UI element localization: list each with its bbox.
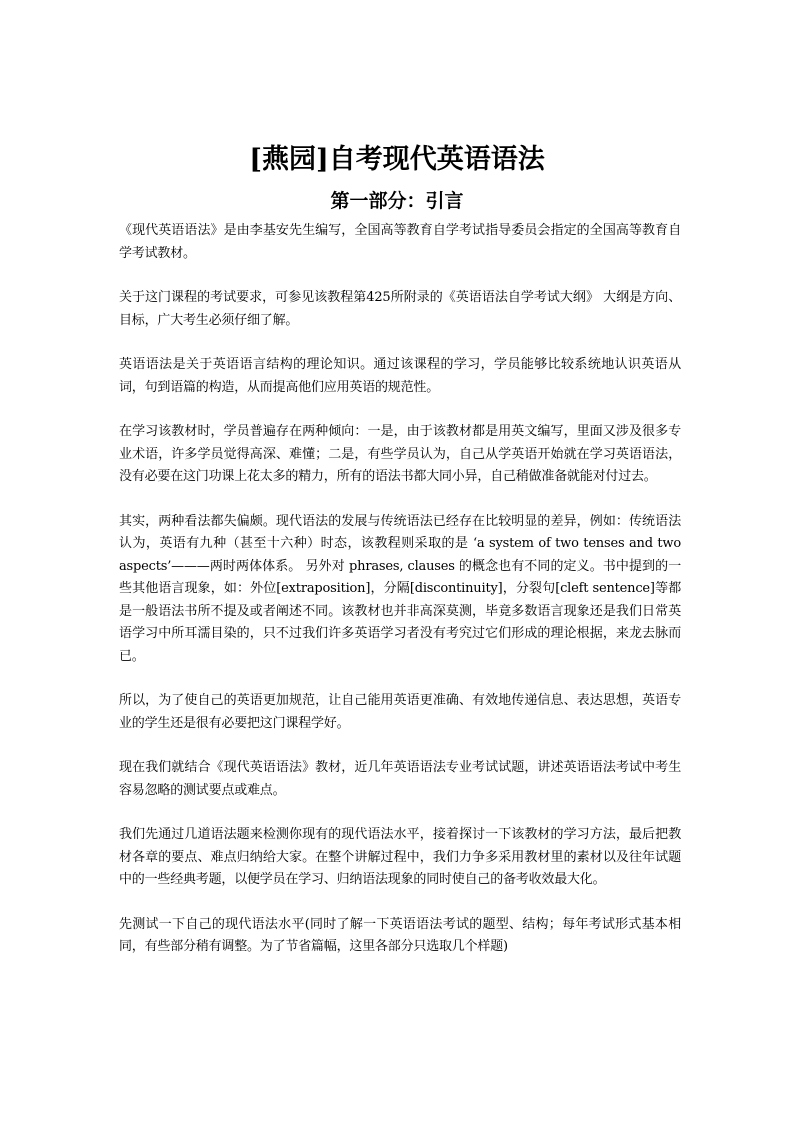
paragraph-3: 英语语法是关于英语语言结构的理论知识。通过该课程的学习，学员能够比较系统地认识英语从词，句到语篇的构造，从而提高他们应用英语的规范性。: [119, 357, 681, 395]
paragraph-9: 先测试一下自己的现代语法水平(同时了解一下英语语法考试的题型、结构；每年考试形式基本相同，有些部分稍有调整。为了节省篇幅，这里各部分只选取几个样题): [119, 916, 681, 954]
paragraph-2: 关于这门课程的考试要求，可参见该教程第425所附录的《英语语法自学考试大纲》 大纲是方向、目标，广大考生必须仔细了解。: [119, 290, 681, 328]
paragraph-7: 现在我们就结合《现代英语语法》教材，近几年英语语法专业考试试题，讲述英语语法考试中考生容易忽略的测试要点或难点。: [119, 760, 681, 798]
paragraph-4: 在学习该教材时，学员普遍存在两种倾向：一是，由于该教材都是用英文编写，里面又涉及很多专业术语，许多学员觉得高深、难懂；二是，有些学员认为，自己从学英语开始就在学习英语语法，没有必要在这门功课上花太多的精力，所有的语法书都大同小异，自己稍做准备就能对付过去。: [119, 424, 681, 484]
section-heading: 第一部分：引言: [330, 190, 464, 212]
document-title: [燕园]自考现代英语语法: [249, 144, 545, 175]
paragraph-1: 《现代英语语法》是由李基安先生编写，全国高等教育自学考试指导委员会指定的全国高等教育自学考试教材。: [119, 223, 681, 261]
paragraph-6: 所以，为了使自己的英语更加规范，让自己能用英语更准确、有效地传递信息、表达思想，英语专业的学生还是很有必要把这门课程学好。: [119, 693, 681, 731]
paragraph-8: 我们先通过几道语法题来检测你现有的现代语法水平，接着探讨一下该教材的学习方法，最后把教材各章的要点、难点归纳给大家。在整个讲解过程中，我们力争多采用教材里的素材以及往年试题中的一些经典考题，以便学员在学习、归纳语法现象的同时使自己的备考收效最大化。: [119, 827, 681, 887]
document-body: [119, 220, 681, 981]
paragraph-5: 其实，两种看法都失偏颇。现代语法的发展与传统语法已经存在比较明显的差异，例如：传统语法认为，英语有九种（甚至十六种）时态，该教程则采取的是 ‘a system of two tenses and two aspects’———两时两体体系。 另外对 phrases, clauses 的概念也有不同的定义。书中提到的一些其他语言现象，如：外位[extraposition]，分隔[discontinuity]，分裂句[cleft sentence]等都是一般语法书所不提及或者阐述不同。该教材也并非高深莫测，毕竟多数语言现象还是我们日常英语学习中所耳濡目染的，只不过我们许多英语学习者没有考究过它们形成的理论根据，来龙去脉而已。: [119, 513, 681, 664]
